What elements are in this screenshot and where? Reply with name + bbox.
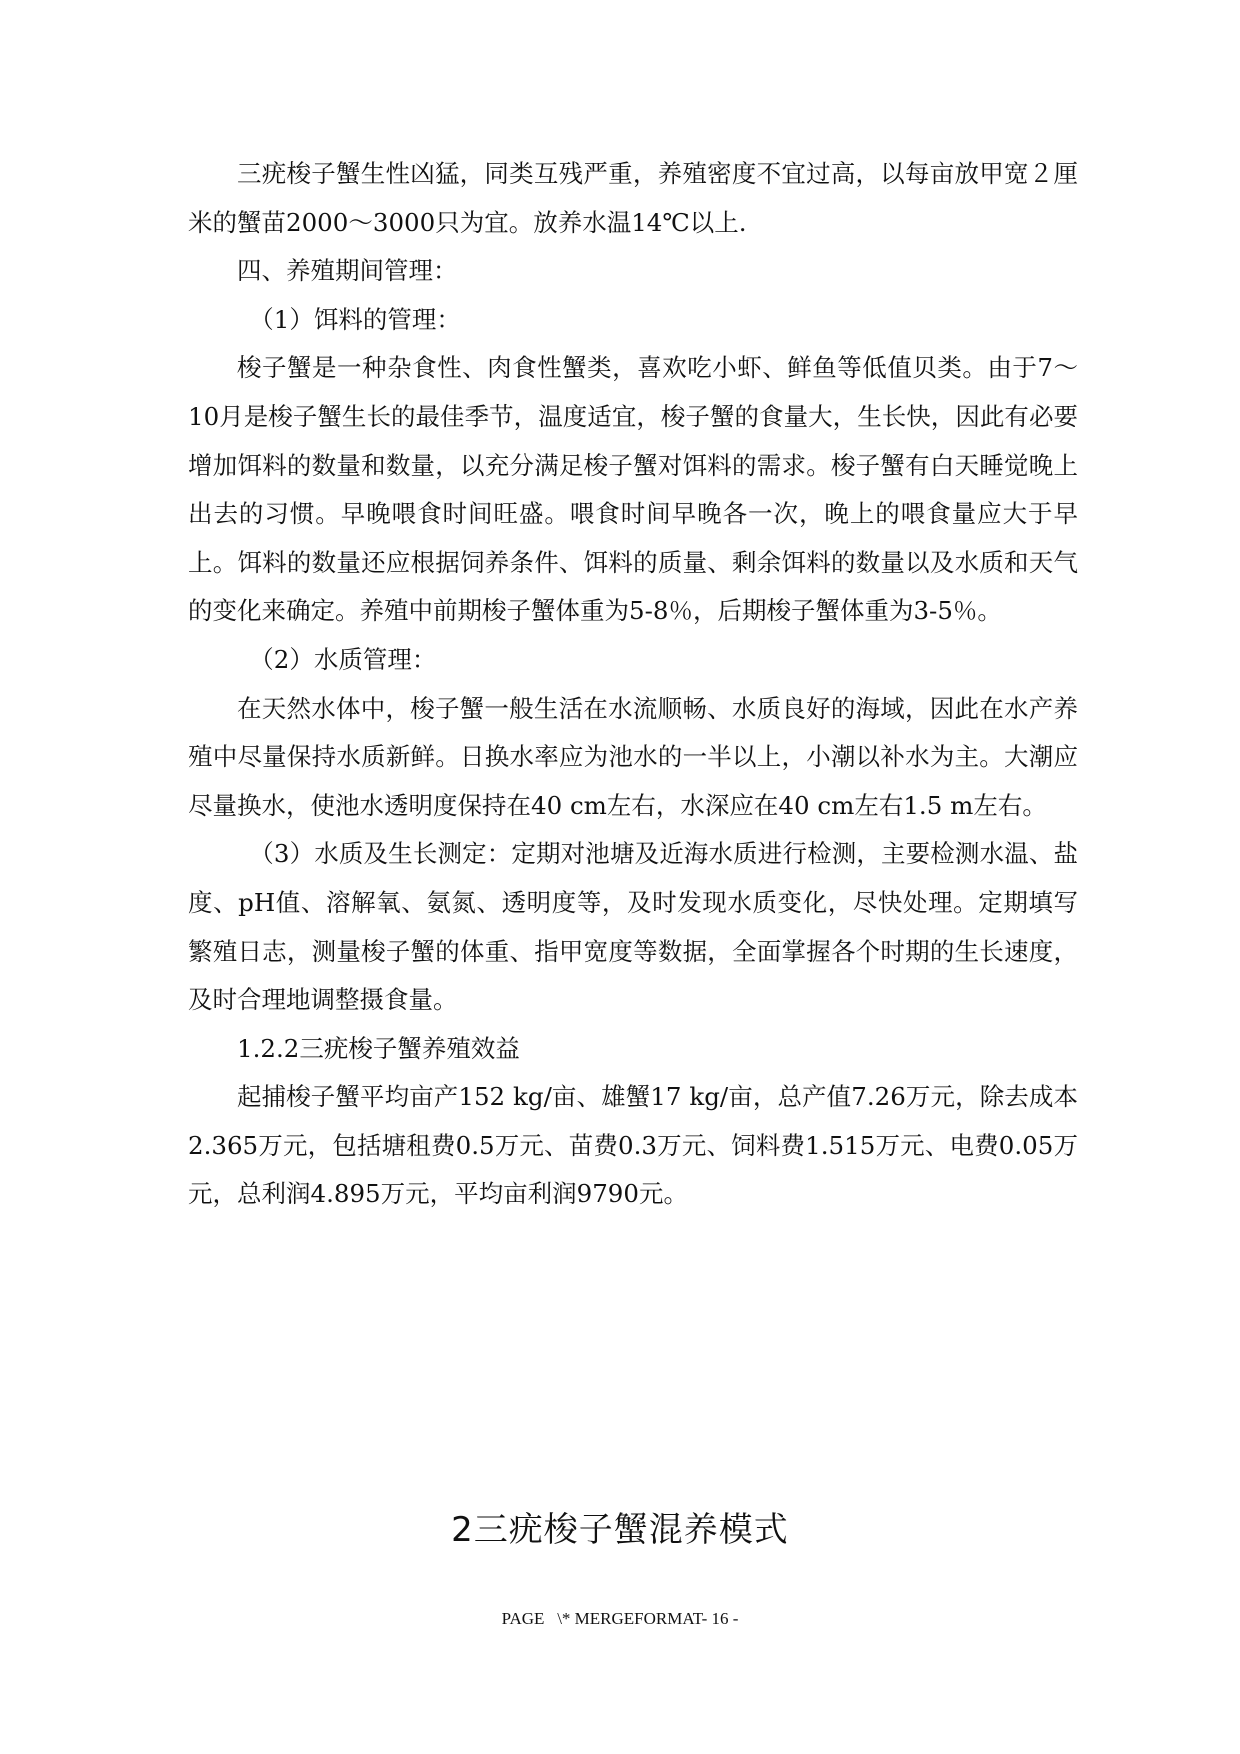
paragraph-feed-management: 梭子蟹是一种杂食性、肉食性蟹类，喜欢吃小虾、鲜鱼等低值贝类。由于7～10月是梭子蟹生长的最佳季节，温度适宜，梭子蟹的食量大，生长快，因此有必要增加饵料的数量和数量，以充分满足梭子蟹对饵料的需求。梭子蟹有白天睡觉晚上出去的习惯。早晚喂食时间旺盛。喂食时间早晚各一次，晚上的喂食量应大于早上。饵料的数量还应根据饲养条件、饵料的质量、剩余饵料的数量以及水质和天气的变化来确定。养殖中前期梭子蟹体重为5-8％，后期梭子蟹体重为3-5％。 xyxy=(188,353,1078,626)
section-heading: 2三疣梭子蟹混养模式 xyxy=(451,1510,789,1550)
subsection-title-water-quality: （2）水质管理： xyxy=(249,644,437,674)
page-footer: PAGE \* MERGEFORMAT- 16 - xyxy=(501,1609,739,1628)
subsection-title-benefits: 1.2.2三疣梭子蟹养殖效益 xyxy=(237,1033,520,1063)
paragraph-water-growth-monitoring: （3）水质及生长测定：定期对池塘及近海水质进行检测，主要检测水温、盐度、pH值、溶解氧、氨氮、透明度等，及时发现水质变化，尽快处理。定期填写繁殖日志，测量梭子蟹的体重、指甲宽度等数据，全面掌握各个时期的生长速度，及时合理地调整摄食量。 xyxy=(188,839,1078,1015)
section-title-management: 四、养殖期间管理： xyxy=(237,256,458,286)
paragraph-benefits: 起捕梭子蟹平均亩产152 kg/亩、雄蟹17 kg/亩，总产值7.26万元，除去成本2.365万元，包括塘租费0.5万元、苗费0.3万元、饲料费1.515万元、电费0.05万元，总利润4.895万元，平均亩利润9790元。 xyxy=(188,1082,1078,1209)
body-text xyxy=(188,150,1078,1219)
paragraph-stocking-density: 三疣梭子蟹生性凶猛，同类互残严重，养殖密度不宜过高，以每亩放甲宽２厘米的蟹苗2000～3000只为宜。放养水温14℃以上. xyxy=(188,159,1078,237)
paragraph-water-quality: 在天然水体中，梭子蟹一般生活在水流顺畅、水质良好的海域，因此在水产养殖中尽量保持水质新鲜。日换水率应为池水的一半以上，小潮以补水为主。大潮应尽量换水，使池水透明度保持在40 cm左右，水深应在40 cm左右1.5 m左右。 xyxy=(188,693,1078,820)
subsection-title-feed: （1）饵料的管理： xyxy=(249,304,461,334)
